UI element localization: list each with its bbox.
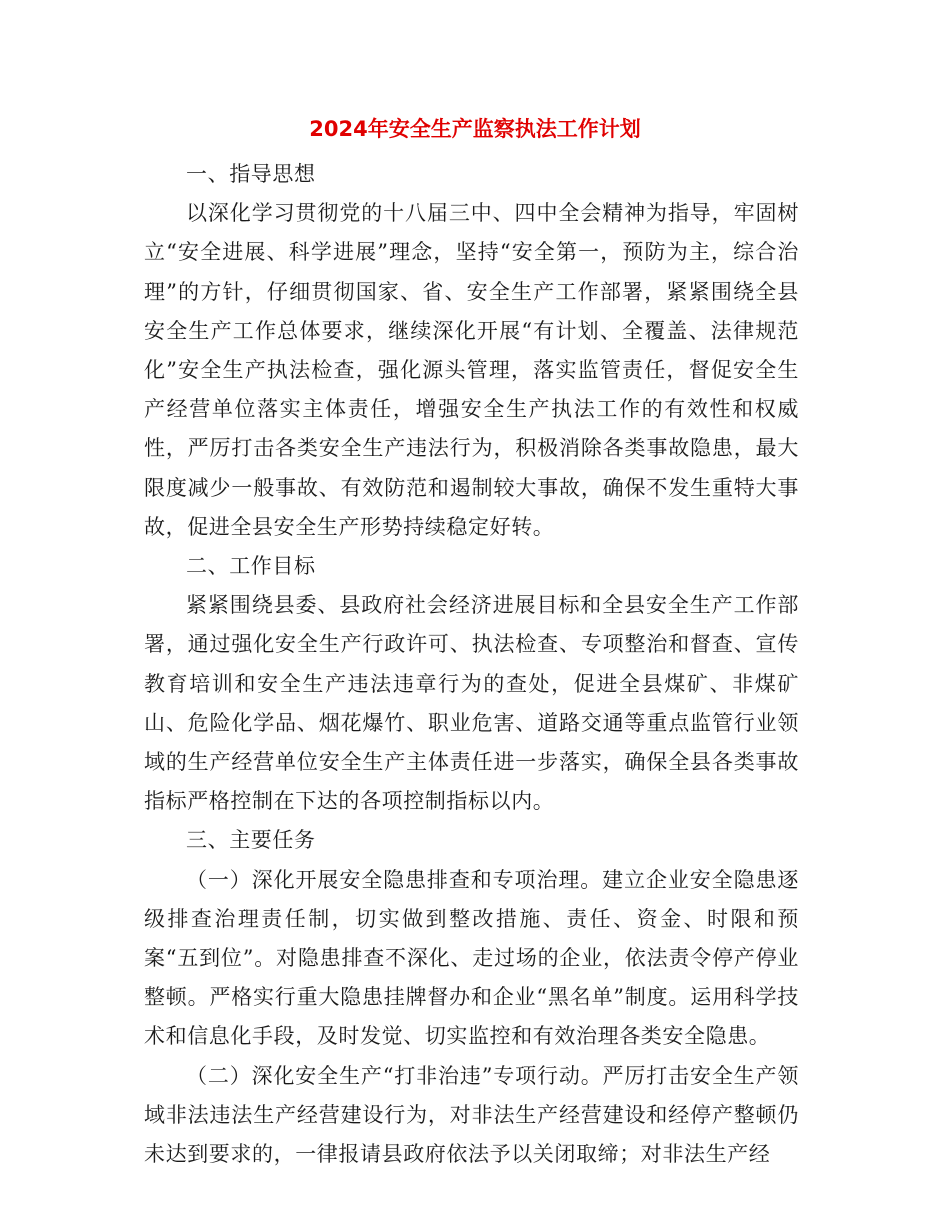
body-paragraph: 紧紧围绕县委、县政府社会经济进展目标和全县安全生产工作部署，通过强化安全生产行政许可、执法检查、专项整治和督查、宣传教育培训和安全生产违法违章行为的查处，促进全县煤矿、非煤矿山、危险化学品、烟花爆竹、职业危害、道路交通等重点监管行业领域的生产经营单位安全生产主体责任进一步落实，确保全县各类事故指标严格控制在下达的各项控制指标以内。 (144, 593, 799, 814)
section-heading: 二、工作目标 (186, 554, 316, 579)
body-paragraph: （二）深化安全生产“打非治违”专项行动。严厉打击安全生产领域非法违法生产经营建设行为，对非法生产经营建设和经停产整顿仍未达到要求的，一律报请县政府依法予以关闭取缔；对非法生产经 (144, 1063, 799, 1167)
section-heading: 三、主要任务 (186, 828, 316, 853)
document-body (144, 155, 799, 1174)
document-title: 2024年安全生产监察执法工作计划 (309, 117, 641, 141)
body-paragraph: （一）深化开展安全隐患排查和专项治理。建立企业安全隐患逐级排查治理责任制，切实做到整改措施、责任、资金、时限和预案“五到位”。对隐患排查不深化、走过场的企业，依法责令停产停业整顿。严格实行重大隐患挂牌督办和企业“黑名单”制度。运用科学技术和信息化手段，及时发觉、切实监控和有效治理各类安全隐患。 (144, 867, 799, 1049)
body-paragraph: 以深化学习贯彻党的十八届三中、四中全会精神为指导，牢固树立“安全进展、科学进展”理念，坚持“安全第一，预防为主，综合治理”的方针，仔细贯彻国家、省、安全生产工作部署，紧紧围绕全县安全生产工作总体要求，继续深化开展“有计划、全覆盖、法律规范化”安全生产执法检查，强化源头管理，落实监管责任，督促安全生产经营单位落实主体责任，增强安全生产执法工作的有效性和权威性，严厉打击各类安全生产违法行为，积极消除各类事故隐患，最大限度减少一般事故、有效防范和遏制较大事故，确保不发生重特大事故，促进全县安全生产形势持续稳定好转。 (144, 201, 799, 539)
section-heading: 一、指导思想 (186, 162, 316, 186)
